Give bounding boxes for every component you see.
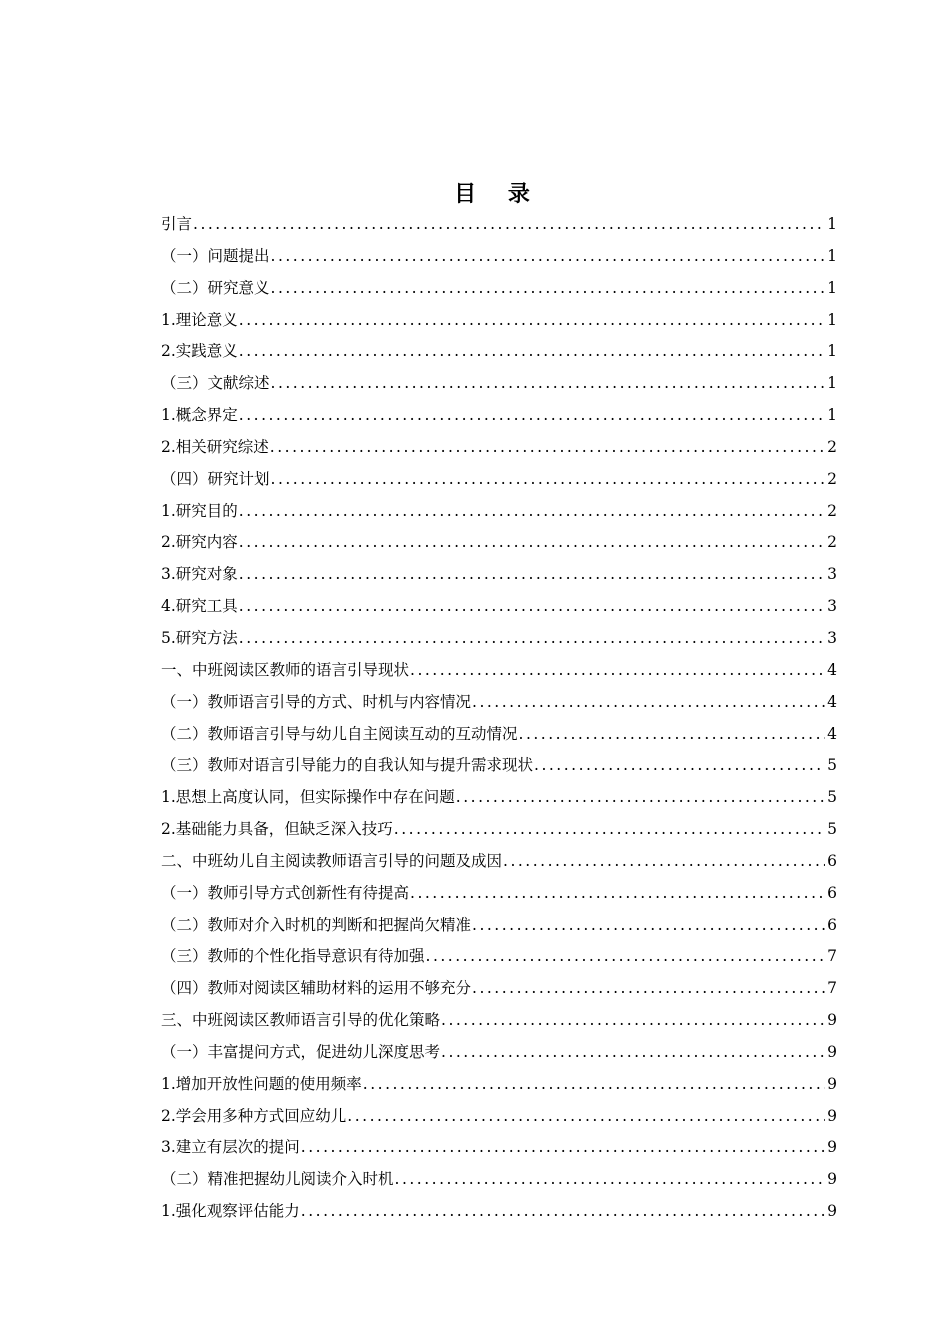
- toc-entry-page-number: 5: [827, 756, 837, 775]
- toc-dot-leader: [440, 1037, 825, 1069]
- toc-entry-page-number: 4: [827, 692, 837, 711]
- toc-entry-label: 1.增加开放性问题的使用频率: [161, 1074, 362, 1093]
- toc-entry-label: 三、中班阅读区教师语言引导的优化策略: [161, 1011, 441, 1030]
- toc-entry-page-number: 9: [827, 1042, 837, 1061]
- toc-dot-leader: [238, 400, 825, 432]
- toc-entry[interactable]: [161, 719, 837, 751]
- toc-entry[interactable]: [161, 910, 837, 942]
- toc-entry-label: 2.研究内容: [161, 533, 238, 552]
- toc-entry-page-number: 2: [827, 501, 837, 520]
- toc-entry-page-number: 9: [827, 1202, 837, 1221]
- toc-list: [161, 209, 837, 1228]
- toc-entry[interactable]: [161, 432, 837, 464]
- toc-dot-leader: [409, 655, 825, 687]
- toc-dot-leader: [346, 1101, 825, 1133]
- toc-dot-leader: [533, 750, 825, 782]
- toc-entry-page-number: 1: [827, 342, 837, 361]
- toc-entry-label: （一）丰富提问方式，促进幼儿深度思考: [161, 1042, 441, 1061]
- toc-dot-leader: [393, 814, 825, 846]
- toc-entry-page-number: 4: [827, 660, 837, 679]
- toc-entry-label: （四）教师对阅读区辅助材料的运用不够充分: [161, 979, 472, 998]
- toc-entry[interactable]: [161, 1101, 837, 1133]
- toc-entry[interactable]: [161, 1037, 837, 1069]
- toc-entry-label: 2.学会用多种方式回应幼儿: [161, 1106, 347, 1125]
- toc-entry-page-number: 1: [827, 278, 837, 297]
- toc-entry-label: （二）教师语言引导与幼儿自主阅读互动的互动情况: [161, 724, 518, 743]
- toc-entry-page-number: 1: [827, 406, 837, 425]
- toc-entry[interactable]: [161, 527, 837, 559]
- toc-entry-page-number: 9: [827, 1074, 837, 1093]
- toc-dot-leader: [455, 782, 825, 814]
- toc-dot-leader: [192, 209, 825, 241]
- toc-dot-leader: [270, 273, 826, 305]
- toc-entry[interactable]: [161, 814, 837, 846]
- toc-entry-label: （二）研究意义: [161, 278, 270, 297]
- toc-entry[interactable]: [161, 336, 837, 368]
- toc-entry[interactable]: [161, 623, 837, 655]
- toc-dot-leader: [300, 1196, 825, 1228]
- toc-dot-leader: [238, 527, 825, 559]
- toc-entry[interactable]: [161, 496, 837, 528]
- toc-entry[interactable]: [161, 1069, 837, 1101]
- toc-entry-page-number: 2: [827, 469, 837, 488]
- toc-entry[interactable]: [161, 687, 837, 719]
- toc-entry-label: （四）研究计划: [161, 469, 270, 488]
- toc-entry-label: （一）教师引导方式创新性有待提高: [161, 883, 410, 902]
- toc-entry[interactable]: [161, 305, 837, 337]
- toc-entry[interactable]: [161, 878, 837, 910]
- toc-dot-leader: [518, 719, 826, 751]
- toc-entry-label: 5.研究方法: [161, 628, 238, 647]
- toc-dot-leader: [394, 1164, 826, 1196]
- toc-entry[interactable]: [161, 1005, 837, 1037]
- toc-dot-leader: [409, 878, 825, 910]
- toc-entry-page-number: 5: [827, 820, 837, 839]
- toc-entry-label: （三）教师对语言引导能力的自我认知与提升需求现状: [161, 756, 534, 775]
- toc-entry-label: 引言: [161, 215, 193, 233]
- toc-entry-page-number: 3: [827, 628, 837, 647]
- toc-dot-leader: [471, 910, 825, 942]
- toc-entry-page-number: 3: [827, 597, 837, 616]
- toc-entry-label: 一、中班阅读区教师的语言引导现状: [161, 660, 410, 679]
- toc-entry[interactable]: [161, 368, 837, 400]
- toc-dot-leader: [238, 591, 825, 623]
- toc-entry-page-number: 6: [827, 883, 837, 902]
- toc-entry-page-number: 9: [827, 1138, 837, 1157]
- toc-entry-label: （一）问题提出: [161, 246, 270, 265]
- toc-entry-label: （一）教师语言引导的方式、时机与内容情况: [161, 692, 472, 711]
- toc-entry-label: 二、中班幼儿自主阅读教师语言引导的问题及成因: [161, 851, 503, 870]
- toc-entry[interactable]: [161, 750, 837, 782]
- toc-entry-page-number: 2: [827, 533, 837, 552]
- toc-entry-page-number: 7: [827, 979, 837, 998]
- toc-entry-label: 1.研究目的: [161, 501, 238, 520]
- toc-entry-page-number: 5: [827, 788, 837, 807]
- toc-entry-page-number: 3: [827, 565, 837, 584]
- toc-entry[interactable]: [161, 559, 837, 591]
- toc-dot-leader: [270, 464, 826, 496]
- toc-entry[interactable]: [161, 782, 837, 814]
- toc-entry[interactable]: [161, 241, 837, 273]
- toc-entry-label: 1.概念界定: [161, 406, 238, 425]
- toc-dot-leader: [270, 368, 826, 400]
- toc-dot-leader: [300, 1132, 825, 1164]
- toc-entry[interactable]: [161, 400, 837, 432]
- toc-dot-leader: [502, 846, 825, 878]
- toc-dot-leader: [362, 1069, 825, 1101]
- toc-entry-page-number: 2: [827, 437, 837, 456]
- toc-entry-label: （二）精准把握幼儿阅读介入时机: [161, 1170, 394, 1189]
- toc-dot-leader: [425, 941, 826, 973]
- toc-entry-label: 2.实践意义: [161, 342, 238, 361]
- toc-entry-label: （三）文献综述: [161, 374, 270, 393]
- toc-entry-label: （三）教师的个性化指导意识有待加强: [161, 947, 425, 966]
- toc-dot-leader: [238, 559, 825, 591]
- toc-dot-leader: [238, 336, 825, 368]
- toc-dot-leader: [238, 623, 825, 655]
- toc-dot-leader: [440, 1005, 825, 1037]
- toc-entry-page-number: 6: [827, 915, 837, 934]
- toc-dot-leader: [238, 305, 825, 337]
- toc-entry[interactable]: [161, 591, 837, 623]
- toc-entry-page-number: 4: [827, 724, 837, 743]
- toc-entry-page-number: 9: [827, 1011, 837, 1030]
- toc-entry[interactable]: [161, 209, 837, 241]
- toc-entry-page-number: 1: [827, 310, 837, 329]
- toc-entry-label: 3.建立有层次的提问: [161, 1138, 300, 1157]
- toc-entry-label: 1.强化观察评估能力: [161, 1202, 300, 1221]
- toc-dot-leader: [270, 241, 826, 273]
- toc-entry[interactable]: [161, 846, 837, 878]
- toc-entry-label: 1.思想上高度认同，但实际操作中存在问题: [161, 788, 455, 807]
- toc-entry-page-number: 1: [827, 374, 837, 393]
- toc-entry-label: 1.理论意义: [161, 310, 238, 329]
- toc-dot-leader: [269, 432, 825, 464]
- toc-entry-label: 2.相关研究综述: [161, 437, 269, 456]
- toc-dot-leader: [471, 973, 825, 1005]
- toc-entry[interactable]: [161, 1196, 837, 1228]
- toc-entry[interactable]: [161, 941, 837, 973]
- toc-entry[interactable]: [161, 464, 837, 496]
- toc-entry-page-number: 1: [827, 215, 837, 233]
- toc-entry[interactable]: [161, 655, 837, 687]
- toc-entry[interactable]: [161, 273, 837, 305]
- toc-entry-label: 3.研究对象: [161, 565, 238, 584]
- toc-dot-leader: [238, 496, 825, 528]
- toc-title: 目 录: [454, 182, 542, 207]
- toc-entry[interactable]: [161, 973, 837, 1005]
- toc-entry-page-number: 7: [827, 947, 837, 966]
- toc-entry[interactable]: [161, 1164, 837, 1196]
- toc-entry[interactable]: [161, 1132, 837, 1164]
- toc-entry-page-number: 9: [827, 1170, 837, 1189]
- toc-entry-page-number: 6: [827, 851, 837, 870]
- toc-entry-page-number: 1: [827, 246, 837, 265]
- toc-entry-label: （二）教师对介入时机的判断和把握尚欠精准: [161, 915, 472, 934]
- toc-dot-leader: [471, 687, 825, 719]
- toc-entry-page-number: 9: [827, 1106, 837, 1125]
- toc-entry-label: 2.基础能力具备，但缺乏深入技巧: [161, 820, 393, 839]
- toc-entry-label: 4.研究工具: [161, 597, 238, 616]
